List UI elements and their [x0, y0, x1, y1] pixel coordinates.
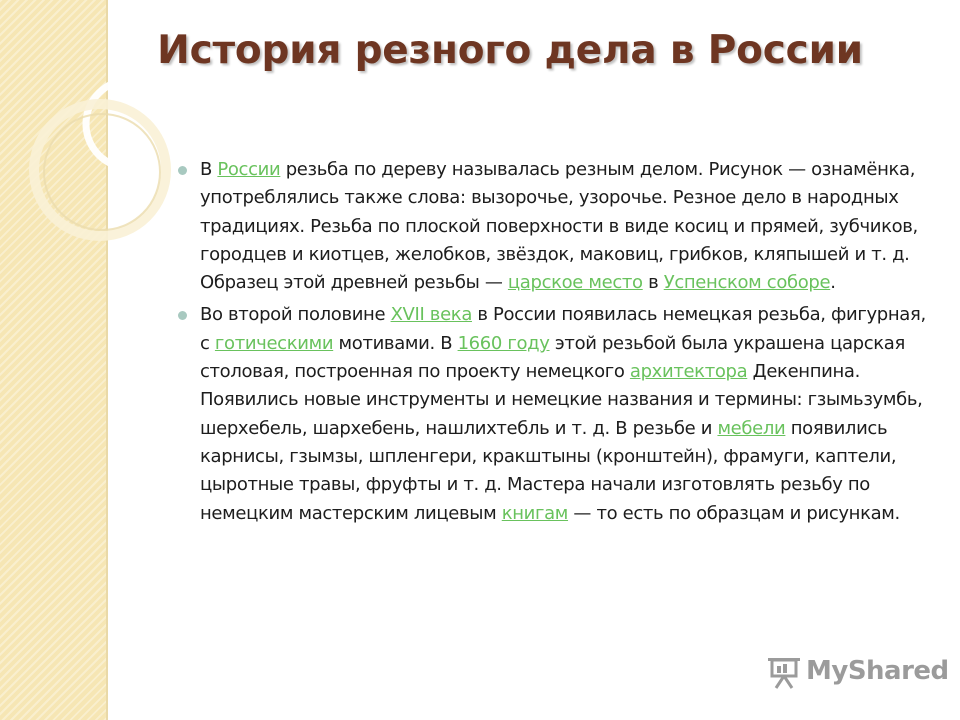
text-segment: появились карнисы, гзымзы, шпленгери, кракштыны (кронштейн), фрамуги, каптели, цыротные травы, фруфты и т. д. Мастера начали изготовлять резьбу по немецким мастерским лицевым [200, 417, 897, 524]
link-tsarskoe-mesto[interactable]: царское место [507, 272, 643, 294]
text-segment: . [830, 272, 836, 294]
text-segment: — то есть по образцам и рисункам. [568, 502, 900, 524]
text-segment: В [200, 159, 218, 180]
bullet-dot-icon [178, 166, 187, 175]
bullet-paragraph-1 [178, 156, 930, 297]
paragraph-text [200, 304, 926, 523]
link-xvii-veka[interactable]: XVII века [390, 304, 472, 326]
slide-title: История резного дела в России [157, 28, 863, 73]
link-mebeli[interactable]: мебели [717, 417, 786, 439]
bullet-dot-icon [178, 311, 187, 320]
ring-large [34, 104, 166, 236]
link-rossii[interactable]: России [217, 159, 281, 180]
link-knigam[interactable]: книгам [501, 502, 569, 524]
text-segment: резьба по дереву называлась резным делом. Рисунок — ознамёнка, употреблялись также слова: вызорочье, узорочье. Резное дело в народных традициях. Резьба по плоской поверхности в виде косиц и прямей, зубчиков, городцев и киотцев, желобков, звёздок, маковиц, грибков, кляпышей и т. д. Образец этой древней резьбы — [200, 159, 918, 294]
text-segment: в [642, 272, 664, 294]
ring-large-inner [44, 114, 160, 230]
text-segment: Во второй половине [200, 304, 391, 326]
bullet-paragraph-2 [178, 301, 930, 527]
link-goticheskimi[interactable]: готическими [214, 332, 334, 354]
text-segment: мотивами. В [333, 332, 458, 354]
paragraph-text [200, 159, 918, 293]
link-arkhitektora[interactable]: архитектора [629, 361, 748, 383]
text-segment: Декенпина. Появились новые инструменты и немецкие названия и термины: гзымьзумбь, шерхебель, шархебень, нашлихтебль и т. д. В резьбе и [200, 361, 923, 439]
text-segment: этой резьбой была украшена царская столовая, построенная по проекту немецкого [200, 332, 905, 383]
link-uspenskii-sobor[interactable]: Успенском соборе [663, 272, 831, 294]
presentation-screen-icon [766, 656, 802, 690]
myshared-watermark [766, 656, 949, 692]
bullet-list [178, 156, 930, 532]
watermark-text: MyShared [806, 656, 949, 686]
link-1660-godu[interactable]: 1660 году [457, 332, 550, 354]
text-segment: в России появилась немецкая резьба, фигурная, с [200, 304, 926, 354]
